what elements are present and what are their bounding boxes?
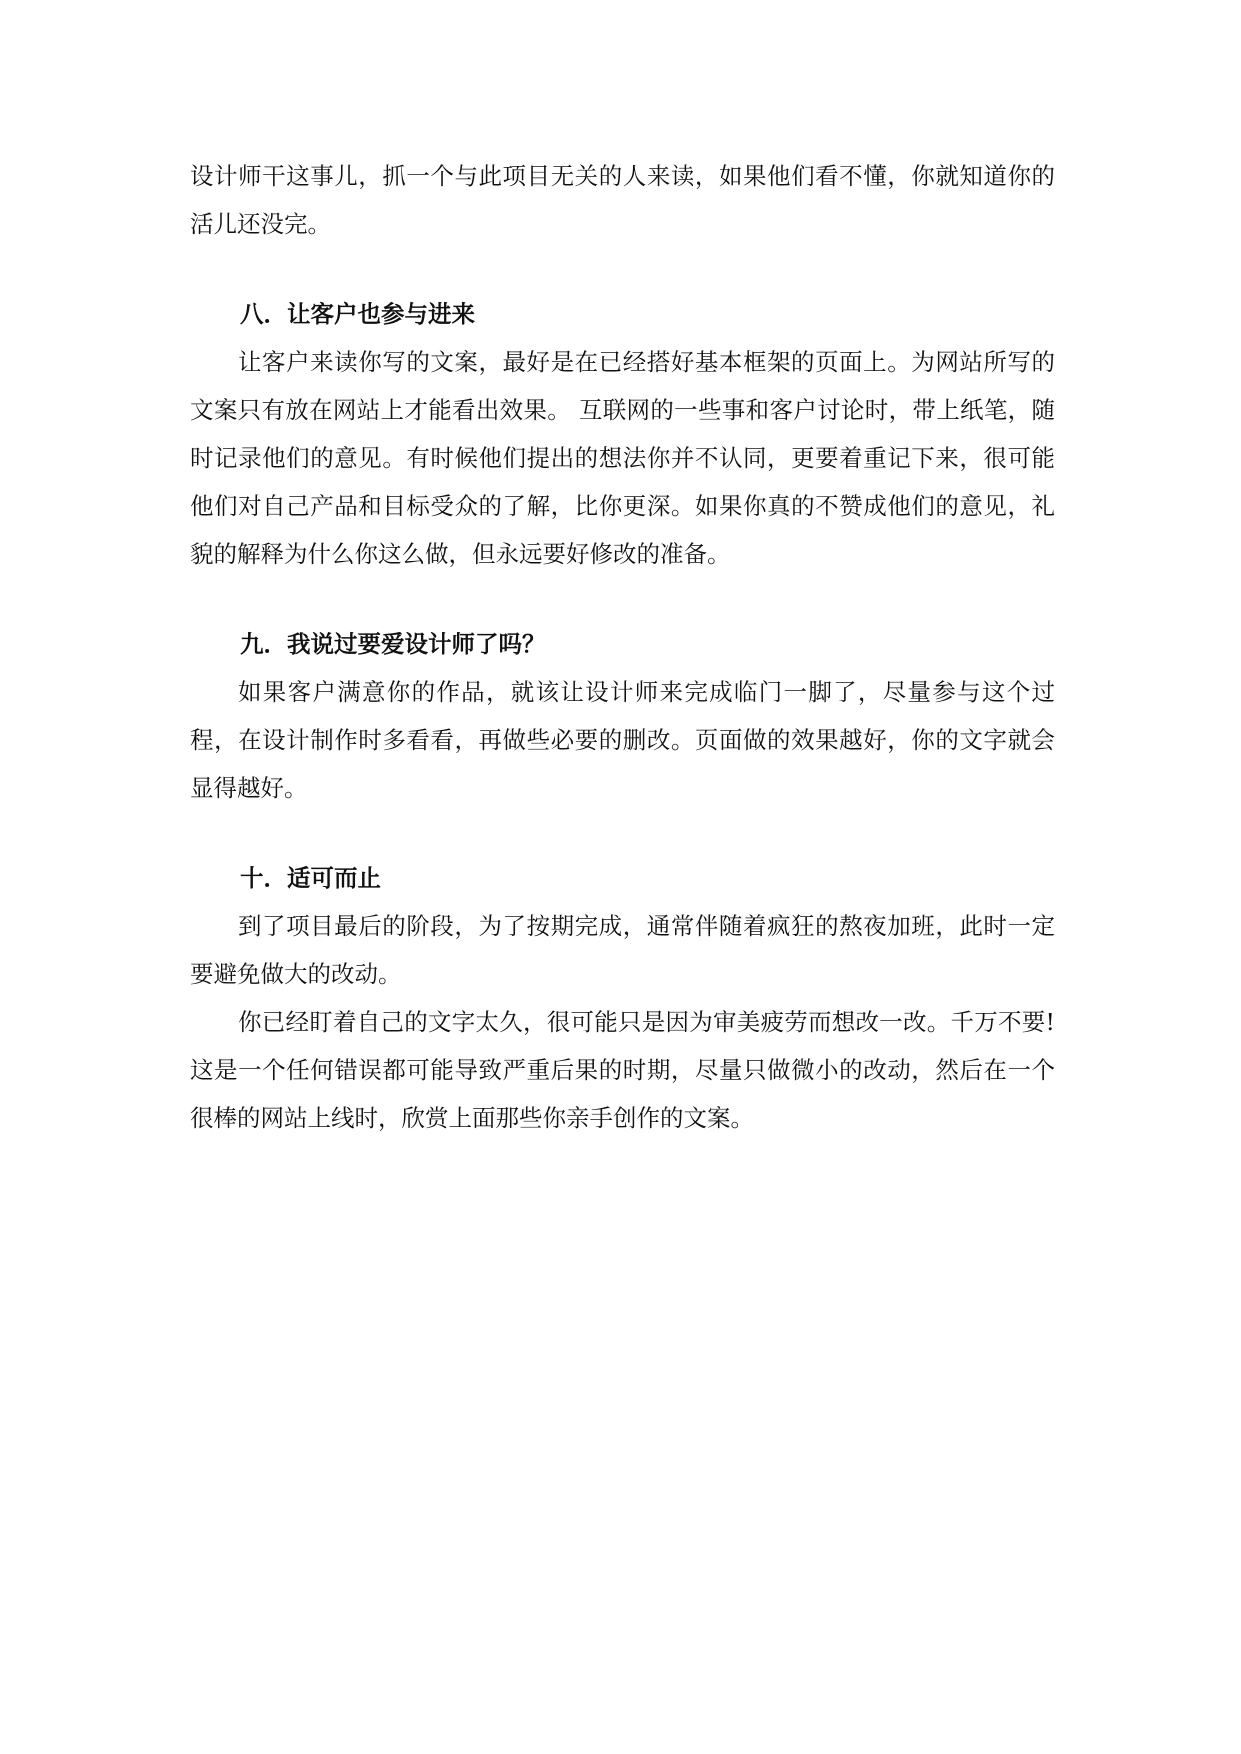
section-heading: 十．适可而止 <box>240 864 381 892</box>
section-paragraph: 你已经盯着自己的文字太久，很可能只是因为审美疲劳而想改一改。千万不要!这是一个任何错误都可能导致严重后果的时期，尽量只做微小的改动，然后在一个很棒的网站上线时，欣赏上面那些你亲手创作的文案。 <box>190 1008 1055 1132</box>
section-8 <box>190 290 1055 578</box>
section-paragraph: 让客户来读你写的文案，最好是在已经搭好基本框架的页面上。为网站所写的文案只有放在网站上才能看出效果。 互联网的一些事和客户讨论时，带上纸笔，随时记录他们的意见。有时候他们提出的想法你并不认同，更要着重记下来，很可能他们对自己产品和目标受众的了解，比你更深。如果你真的不赞成他们的意见，礼貌的解释为什么你这么做，但永远要好修改的准备。 <box>190 348 1055 568</box>
section-heading: 九．我说过要爱设计师了吗？ <box>240 630 546 658</box>
section-gap <box>190 812 1055 854</box>
section-paragraph: 到了项目最后的阶段，为了按期完成，通常伴随着疯狂的熬夜加班，此时一定要避免做大的改动。 <box>190 912 1055 988</box>
section-gap <box>190 578 1055 620</box>
section-gap <box>190 248 1055 290</box>
intro-paragraph: 设计师干这事儿，抓一个与此项目无关的人来读，如果他们看不懂，你就知道你的活儿还没完。 <box>190 162 1055 238</box>
section-paragraph: 如果客户满意你的作品，就该让设计师来完成临门一脚了，尽量参与这个过程，在设计制作时多看看，再做些必要的删改。页面做的效果越好，你的文字就会显得越好。 <box>190 678 1055 802</box>
document-page <box>190 152 1055 1142</box>
section-10 <box>190 854 1055 1142</box>
section-9 <box>190 620 1055 812</box>
section-heading: 八．让客户也参与进来 <box>240 300 475 328</box>
